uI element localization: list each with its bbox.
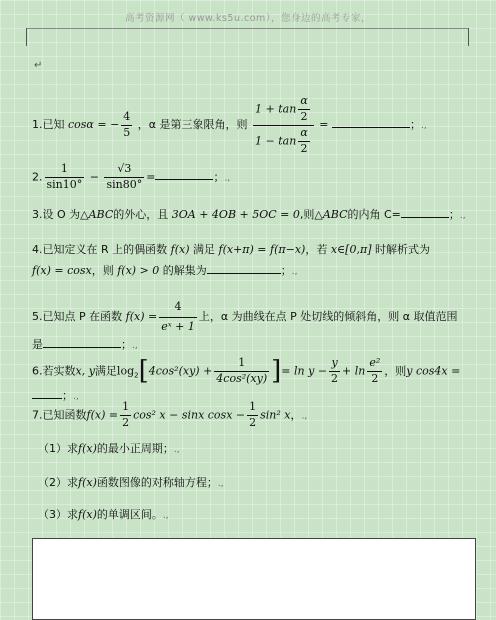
q5-text-b: 上，α 为曲线在点 P 处切线的倾斜角，则 α 取值范围 bbox=[198, 310, 458, 324]
q2-fraction-1 bbox=[45, 162, 85, 193]
q6-log: log bbox=[116, 364, 135, 378]
sub1-function: f(x) bbox=[78, 442, 97, 455]
q7-cos-term: cos² x − sinx cosx − bbox=[133, 408, 246, 422]
q6-plus-ln: + ln bbox=[342, 364, 366, 378]
sub3-function: f(x) bbox=[78, 508, 97, 521]
question-6 bbox=[32, 354, 472, 404]
page-header: 高考资源网（ www.ks5u.com），您身边的高考专家， bbox=[124, 13, 372, 24]
q7-half-1 bbox=[120, 400, 131, 431]
q6-t-den: 4cos²(xy) bbox=[216, 372, 268, 386]
question-4 bbox=[32, 240, 472, 282]
q3-vector-equation: 3OA + 4OB + 5OC = 0 bbox=[171, 208, 300, 221]
q2-f1-den: sin10° bbox=[46, 177, 83, 191]
q3-triangle-2: △ABC bbox=[314, 208, 348, 221]
q3-text-a: 3.设 O 为 bbox=[32, 208, 81, 221]
q4-text-c: ，若 bbox=[305, 243, 328, 256]
q6-e-den: 2 bbox=[371, 372, 379, 386]
q3-end-mark: ., bbox=[459, 211, 466, 221]
header-rule bbox=[26, 28, 468, 29]
q1-den-half bbox=[298, 126, 309, 157]
subquestion-3 bbox=[38, 508, 478, 523]
q4-text-a: 4.已知定义在 R 上的偶函数 bbox=[32, 243, 168, 256]
q6-fraction-2 bbox=[329, 356, 340, 387]
q1-num-half bbox=[298, 94, 309, 125]
sub2-text-b: 函数图像的对称轴方程； bbox=[96, 476, 218, 489]
q6-answer-blank[interactable] bbox=[32, 398, 62, 399]
q5-tail: ； bbox=[121, 338, 132, 352]
q2-f1-num: 1 bbox=[45, 162, 85, 178]
sub2-text-a: （2）求 bbox=[38, 476, 78, 489]
q7-h-den: 2 bbox=[122, 415, 130, 429]
q7-end-mark: ., bbox=[301, 411, 308, 422]
q6-right-bracket: ] bbox=[271, 356, 282, 386]
subquestion-2 bbox=[38, 476, 478, 491]
q4-text-b: 满足 bbox=[193, 243, 215, 256]
crop-mark-left bbox=[18, 28, 27, 46]
q6-left-bracket: [ bbox=[138, 356, 149, 386]
q4-answer-blank[interactable] bbox=[207, 273, 281, 274]
q1-num-two: 2 bbox=[300, 109, 308, 123]
q2-end-mark: ., bbox=[224, 173, 231, 184]
q5-f-num: 4 bbox=[159, 298, 197, 318]
q5-text-a: 5.已知点 P 在函数 bbox=[32, 310, 123, 324]
q6-mid-text-2: ，则 bbox=[384, 364, 407, 378]
q1-num-alpha: α bbox=[298, 94, 309, 110]
q1-num-text: 1 + tan bbox=[255, 102, 297, 116]
crop-mark-right bbox=[468, 28, 477, 46]
q4-definition: f(x) = cosx bbox=[32, 263, 92, 277]
q6-log-base: 2 bbox=[134, 371, 139, 380]
q4-text-e: ，则 bbox=[91, 263, 114, 277]
sub2-end-mark: ., bbox=[217, 479, 224, 489]
q5-answer-blank[interactable] bbox=[43, 347, 121, 348]
question-2 bbox=[32, 162, 472, 193]
q4-text-f: 的解集为 bbox=[162, 263, 207, 277]
sub3-text-a: （3）求 bbox=[38, 508, 78, 521]
q2-minus: − bbox=[89, 170, 99, 184]
sub1-end-mark: ., bbox=[173, 445, 180, 455]
question-5 bbox=[32, 298, 472, 355]
q3-tail: ； bbox=[448, 208, 460, 221]
q4-function: f(x) bbox=[170, 243, 190, 256]
q7-h2-num: 1 bbox=[247, 400, 258, 416]
q1-cos-fraction bbox=[121, 110, 132, 141]
answer-box[interactable] bbox=[32, 538, 476, 620]
q1-condition: cosα = − bbox=[68, 118, 120, 132]
q4-text-d: 时解析式为 bbox=[374, 243, 430, 256]
q7-function: f(x) = bbox=[86, 408, 119, 422]
q7-half-2 bbox=[247, 400, 258, 431]
q5-f-den: eˣ + 1 bbox=[161, 319, 195, 333]
sub1-text-b: 的最小正周期； bbox=[96, 442, 174, 455]
q4-domain: x∈[0,π] bbox=[330, 243, 372, 256]
question-7 bbox=[32, 400, 472, 431]
q2-equals: = bbox=[146, 170, 156, 184]
q1-end-mark: ., bbox=[420, 121, 427, 132]
q2-f2-num: √3 bbox=[104, 162, 144, 178]
q6-t-num: 1 bbox=[214, 356, 269, 372]
q1-den-text: 1 − tan bbox=[255, 134, 297, 148]
sub3-end-mark: ., bbox=[162, 511, 169, 521]
q1-tail: ； bbox=[409, 118, 421, 132]
q6-expression: y cos4x = bbox=[406, 364, 461, 378]
q2-f2-den: sin80° bbox=[106, 177, 143, 191]
q5-text-c: 是 bbox=[32, 338, 43, 352]
q3-text-c: ,则 bbox=[299, 208, 315, 221]
q4-equation: f(x+π) = f(π−x) bbox=[218, 243, 306, 256]
q1-numerator bbox=[253, 94, 314, 126]
sub2-function: f(x) bbox=[78, 476, 97, 489]
q5-function: f(x) = bbox=[125, 310, 158, 324]
q6-y-den: 2 bbox=[331, 372, 339, 386]
q5-fraction bbox=[159, 298, 197, 336]
q5-end-mark: ., bbox=[132, 341, 138, 352]
question-1 bbox=[32, 94, 472, 156]
q6-mid-text: 满足 bbox=[94, 364, 117, 378]
q1-mid-text: ，α 是第三象限角，则 bbox=[137, 118, 248, 132]
q6-prefix: 6.若实数 bbox=[32, 364, 76, 378]
q2-prefix: 2. bbox=[32, 170, 43, 184]
q6-fraction-1 bbox=[214, 356, 269, 387]
q3-triangle-1: △ABC bbox=[80, 208, 114, 221]
q1-den-two: 2 bbox=[300, 141, 308, 155]
q7-tail: ， bbox=[290, 408, 302, 422]
q4-tail: ； bbox=[280, 263, 292, 277]
subquestion-1 bbox=[38, 442, 478, 457]
q1-cos-den: 5 bbox=[123, 125, 131, 139]
q1-den-alpha: α bbox=[298, 126, 309, 142]
q6-y-num: y bbox=[329, 356, 340, 372]
sub1-text-a: （1）求 bbox=[38, 442, 78, 455]
q6-term-1: 4cos²(xy) + bbox=[148, 364, 213, 378]
q2-tail: ； bbox=[213, 170, 225, 184]
q3-answer-blank[interactable] bbox=[401, 217, 449, 218]
q4-end-mark: ., bbox=[291, 266, 298, 277]
q3-text-d: 的内角 C= bbox=[347, 208, 401, 221]
q6-fraction-3 bbox=[367, 356, 382, 387]
q6-tail: ； bbox=[62, 389, 73, 403]
q6-end-mark: ., bbox=[73, 392, 79, 403]
question-3 bbox=[32, 208, 472, 223]
q4-inequality: f(x) > 0 bbox=[117, 263, 160, 277]
q1-answer-blank[interactable] bbox=[332, 127, 410, 128]
q7-h2-den: 2 bbox=[249, 415, 257, 429]
q1-equals: = bbox=[319, 118, 329, 132]
q1-prefix: 1.已知 bbox=[32, 118, 65, 132]
q6-e-num: e² bbox=[367, 356, 382, 372]
paragraph-mark-icon: ↵ bbox=[34, 60, 43, 71]
q1-denominator bbox=[253, 126, 314, 157]
q1-cos-num: 4 bbox=[121, 110, 132, 126]
q3-text-b: 的外心，且 bbox=[113, 208, 169, 221]
q7-prefix: 7.已知函数 bbox=[32, 408, 87, 422]
q6-variables: x, y bbox=[75, 364, 95, 378]
q7-h-num: 1 bbox=[120, 400, 131, 416]
q6-rhs: = ln y − bbox=[281, 364, 328, 378]
sub3-text-b: 的单调区间。 bbox=[96, 508, 163, 521]
q1-main-fraction bbox=[253, 94, 314, 156]
q7-sin-term: sin² x bbox=[260, 408, 291, 422]
q2-answer-blank[interactable] bbox=[155, 179, 213, 180]
q2-fraction-2 bbox=[104, 162, 144, 193]
